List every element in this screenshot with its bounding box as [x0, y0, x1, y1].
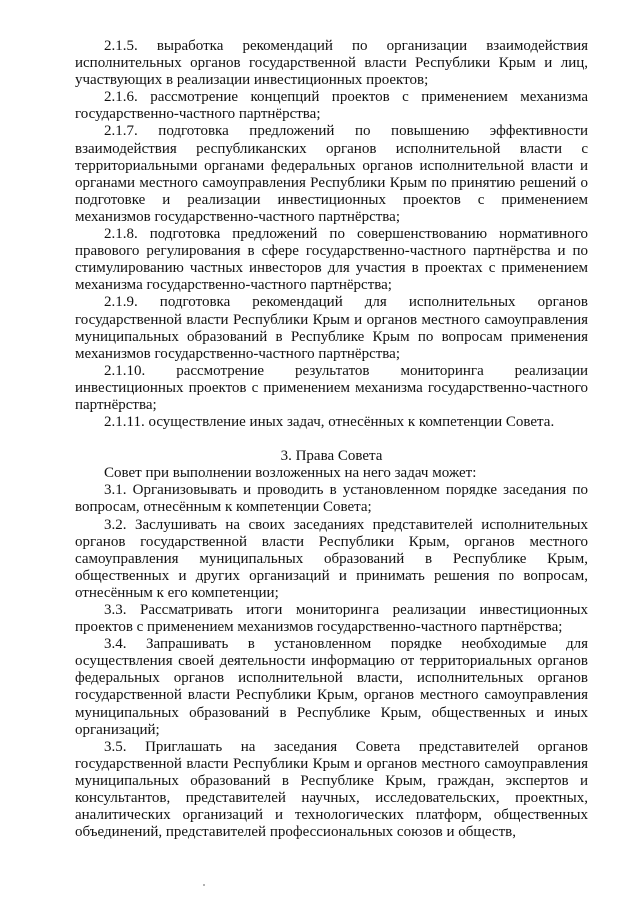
paragraph-2-1-10: 2.1.10. рассмотрение результатов мониторинга реализации инвестиционных проектов с применением механизма государственно-частного партнёрства; — [75, 362, 588, 413]
paragraph-2-1-8: 2.1.8. подготовка предложений по совершенствованию нормативного правового регулирования в сфере государственно-частного партнёрства и по стимулированию частных инвесторов для участия в проектах с применением механизма государственно-частного партнёрства; — [75, 226, 588, 294]
scan-artifact-dot — [203, 884, 205, 886]
section-3-intro: Совет при выполнении возложенных на него задач может: — [104, 465, 477, 482]
paragraph-3-5: 3.5. Приглашать на заседания Совета представителей органов государственной власти Республики Крым и органов местного самоуправления муниципальных образований в Республике Крым, граждан, экспертов и консультантов, представителей научных, исследовательских, проектных, аналитических организаций и технологических платформ, общественных объединений, представителей профессиональных союзов и обществ, — [75, 738, 588, 841]
document-page — [75, 38, 588, 841]
paragraph-2-1-6: 2.1.6. рассмотрение концепций проектов с применением механизма государственно-частного партнёрства; — [75, 89, 588, 123]
paragraph-3-4: 3.4. Запрашивать в установленном порядке необходимые для осуществления своей деятельности информацию от территориальных органов федеральных органов исполнительной власти, исполнительных органов государственной власти Республики Крым, органов местного самоуправления муниципальных образований в Республике Крым, общественных и иных организаций; — [75, 636, 588, 738]
paragraph-2-1-5: 2.1.5. выработка рекомендаций по организации взаимодействия исполнительных органов государственной власти Республики Крым и лиц, участвующих в реализации инвестиционных проектов; — [75, 38, 588, 89]
paragraph-2-1-7: 2.1.7. подготовка предложений по повышению эффективности взаимодействия республиканских органов исполнительной власти с территориальными органами федеральных органов исполнительной власти и органами местного самоуправления Республики Крым по принятию решений о подготовке и реализации инвестиционных проектов с применением механизмов государственно-частного партнёрства; — [75, 123, 588, 225]
paragraph-3-1: 3.1. Организовывать и проводить в установленном порядке заседания по вопросам, отнесённым к компетенции Совета; — [75, 482, 588, 516]
paragraph-2-1-11: 2.1.11. осуществление иных задач, отнесённых к компетенции Совета. — [104, 414, 555, 431]
paragraph-2-1-9: 2.1.9. подготовка рекомендаций для исполнительных органов государственной власти Республики Крым и органов местного самоуправления муниципальных образований в Республике Крым по вопросам применения механизмов государственно-частного партнёрства; — [75, 294, 588, 362]
paragraph-3-2: 3.2. Заслушивать на своих заседаниях представителей исполнительных органов государственной власти Республики Крым, органов местного самоуправления муниципальных образований в Республике Крым, общественных и других организаций и принимать решения по вопросам, отнесённым к его компетенции; — [75, 516, 588, 601]
paragraph-3-3: 3.3. Рассматривать итоги мониторинга реализации инвестиционных проектов с применением механизмов государственно-частного партнёрства; — [75, 602, 588, 636]
section-3-title: 3. Права Совета — [280, 448, 383, 465]
